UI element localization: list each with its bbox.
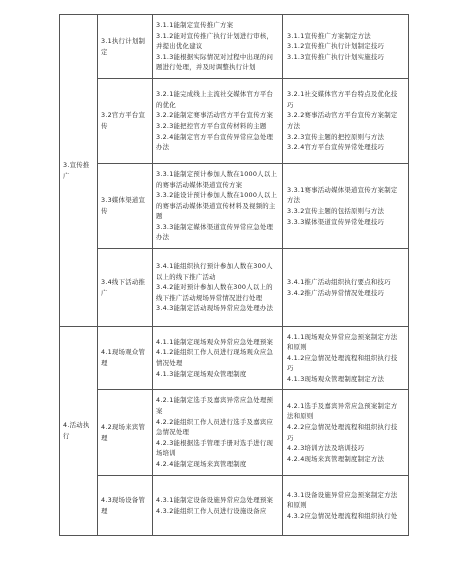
table-row <box>60 15 409 79</box>
knowledge-requirement-item: 4.1.1现场观众异常应急预案制定方法和原则 <box>287 332 398 352</box>
skill-requirement-item: 3.2.1能完成线上主流社交媒体官方平台的优化 <box>156 90 274 109</box>
skill-requirements-cell <box>153 15 283 79</box>
knowledge-requirement-item: 4.2.3培训方法及培训技巧 <box>287 444 365 453</box>
knowledge-requirement-item: 4.1.3现场观众管理制度制定方法 <box>287 374 385 383</box>
skill-requirement-item: 4.1.2能组织工作人员进行现场观众应急情况处理 <box>156 348 274 367</box>
knowledge-requirement-item: 3.1.2宣传推广执行计划制定技巧 <box>287 42 385 51</box>
subsection-name-cell: 3.2官方平台宣传 <box>98 79 153 164</box>
skill-requirement-item: 3.1.3能根据实际情况对过程中出现的问题进行处理，并及时调整执行计划 <box>156 52 274 72</box>
subsection-name-cell: 4.1现场观众管理 <box>98 327 153 390</box>
subsection-name-cell: 4.3现场设备管理 <box>98 476 153 536</box>
knowledge-requirements-cell <box>283 15 409 79</box>
skill-requirements-cell <box>153 390 283 476</box>
knowledge-requirement-item: 4.2.1选手及嘉宾异常应急预案制定方法和原则 <box>287 401 398 421</box>
table-row <box>60 390 409 476</box>
knowledge-requirements-cell <box>283 79 409 164</box>
table-row <box>60 79 409 164</box>
skills-table <box>59 14 409 536</box>
skill-requirement-item: 4.3.2能组织工作人员进行设施设备应 <box>156 506 267 515</box>
skill-requirement-item: 4.1.3能制定现场观众管理制度 <box>156 369 247 378</box>
skill-requirement-item: 3.1.1能制定宣传推广方案 <box>156 21 234 30</box>
knowledge-requirement-item: 3.3.3媒体渠道宣传异常处理技巧 <box>287 217 385 226</box>
section-title-cell: 4.活动执行 <box>60 327 98 536</box>
subsection-name-cell: 3.4线下活动推广 <box>98 249 153 327</box>
skill-requirement-item: 3.2.2能制定赛事活动官方平台宣传方案 <box>156 111 274 120</box>
knowledge-requirement-item: 3.2.1社交媒体官方平台特点及优化技巧 <box>287 90 398 109</box>
knowledge-requirement-item: 4.3.2应急情况处理流程和组织执行处 <box>287 511 398 520</box>
skill-requirement-item: 3.4.1能组织执行预计参加人数在300人以上的线下推广活动 <box>156 262 273 281</box>
knowledge-requirement-item: 4.2.4现场来宾管理制度制定方法 <box>287 454 385 463</box>
skill-requirement-item: 3.4.2能对预计参加人数在300人以上的线下推广活动规场异常情况进行处理 <box>156 283 273 302</box>
skill-requirement-item: 4.2.4能制定现场来宾管理制度 <box>156 459 247 468</box>
table-row <box>60 327 409 390</box>
knowledge-requirement-item: 4.1.2应急情况处理流程和组织执行技巧 <box>287 353 398 373</box>
subsection-name-cell: 3.1执行计划制定 <box>98 15 153 79</box>
knowledge-requirement-item: 3.1.3宣传推广执行计划实施技巧 <box>287 52 385 61</box>
skill-requirements-cell <box>153 164 283 249</box>
knowledge-requirement-item: 3.3.1赛事活动媒体渠道宣传方案制定方法 <box>287 185 398 205</box>
skill-requirement-item: 4.2.3能根据选手管理手册对选手进行现场培训 <box>156 438 274 458</box>
skill-requirement-item: 4.3.1能制定设备设施异常应急处理预案 <box>156 495 274 504</box>
table-row <box>60 164 409 249</box>
knowledge-requirements-cell <box>283 476 409 536</box>
table-row <box>60 249 409 327</box>
skill-requirement-item: 4.2.2能组织工作人员进行选手及嘉宾应急情况处理 <box>156 417 274 437</box>
skill-requirements-cell <box>153 327 283 390</box>
skill-requirement-item: 3.1.2能对宣传推广执行计划进行审核，并提出优化建议 <box>156 31 274 51</box>
knowledge-requirement-item: 3.3.2宣传主题的包括原则与方法 <box>287 207 385 215</box>
knowledge-requirements-cell <box>283 249 409 327</box>
knowledge-requirement-item: 3.2.2赛事活动官方平台宣传方案制定方法 <box>287 111 398 130</box>
knowledge-requirement-item: 4.2.2应急情况处理流程和组织执行技巧 <box>287 422 398 442</box>
skill-requirement-item: 3.2.3能把控官方平台宣传材料的主题 <box>156 122 267 130</box>
subsection-name-cell: 4.2现场来宾管理 <box>98 390 153 476</box>
skill-requirement-item: 3.4.3能制定活动现场异常应急处理办法 <box>156 304 274 313</box>
knowledge-requirements-cell <box>283 164 409 249</box>
knowledge-requirement-item: 4.3.1设备设施异常应急预案制定方法和原则 <box>287 490 398 510</box>
skill-requirement-item: 4.2.1能制定选手及嘉宾异常应急处理预案 <box>156 396 274 416</box>
skill-requirement-item: 4.1.1能制定现场观众异常应急处理预案 <box>156 337 274 346</box>
skill-requirement-item: 3.3.2能设计预计参加人数在1000人以上的赛事活动媒体渠道宣传材料及视频的主题 <box>156 191 278 221</box>
section-title-cell: 3.宣传推广 <box>60 15 98 327</box>
subsection-name-cell: 3.3媒体渠道宣传 <box>98 164 153 249</box>
knowledge-requirement-item: 3.1.1宣传推广方案制定方法 <box>287 31 371 40</box>
skill-requirement-item: 3.3.1能制定预计参加人数在1000人以上的赛事活动媒体渠道宣传方案 <box>156 169 278 189</box>
skill-requirements-cell <box>153 249 283 327</box>
knowledge-requirements-cell <box>283 327 409 390</box>
skill-requirement-item: 3.3.3能制定媒体渠道宣传异常应急处理办法 <box>156 222 274 242</box>
knowledge-requirement-item: 3.2.3宣传主题的把控原则与方法 <box>287 132 385 141</box>
knowledge-requirement-item: 3.4.1推广活动组织执行要点和技巧 <box>287 277 391 286</box>
table-row <box>60 476 409 536</box>
knowledge-requirements-cell <box>283 390 409 476</box>
knowledge-requirement-item: 3.4.2推广活动异常情况处理技巧 <box>287 288 385 297</box>
skill-requirements-cell <box>153 476 283 536</box>
skill-requirements-cell <box>153 79 283 164</box>
skill-requirement-item: 3.2.4能制定官方平台宣传异常应急处理办法 <box>156 132 274 152</box>
knowledge-requirement-item: 3.2.4官方平台宣传异常处理技巧 <box>287 143 385 152</box>
